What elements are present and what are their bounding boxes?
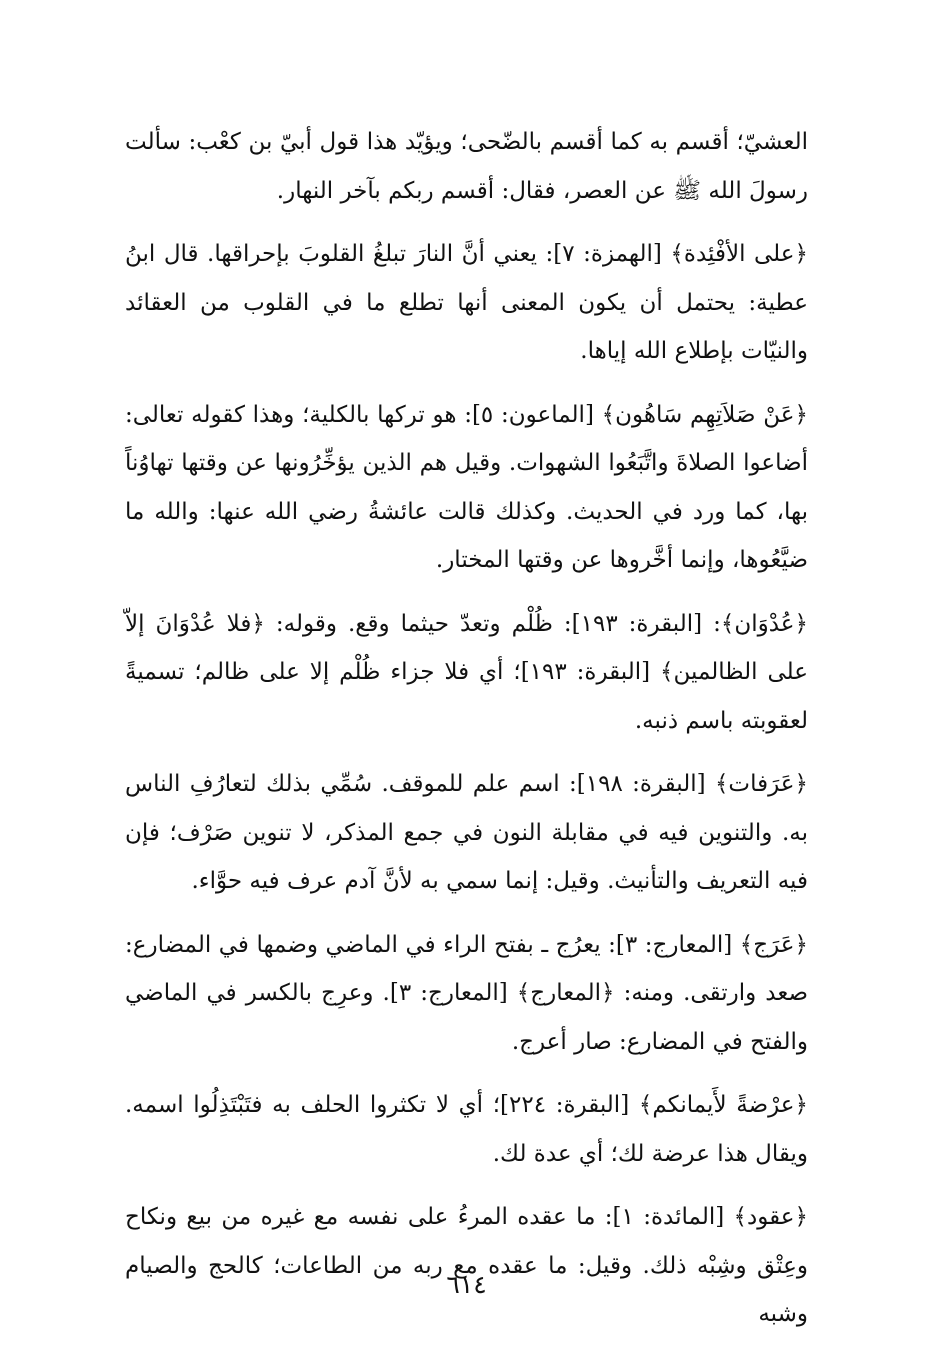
paragraph-udwan: ﴿عُدْوَان﴾: [البقرة: ١٩٣]: ظُلْم وتعدّ حيثما وقع. وقوله: ﴿فلا عُدْوَانَ إلاّ على الظالمين﴾ [البقرة: ١٩٣]؛ أي فلا جزاء ظُلْم إلا على ظالم؛ تسميةً لعقوبته باسم ذنبه. [125,610,808,734]
paragraph-urdah: ﴿عرْضةً لأَيمانكم﴾ [البقرة: ٢٢٤]؛ أي لا تكثروا الحلف به فتَبْتَذِلُوا اسمه. ويقال هذا عرضة لك؛ أي عدة لك. [125,1092,808,1167]
paragraph-araja: ﴿عَرَج﴾ [المعارج: ٣]: يعرُج ـ بفتح الراء في الماضي وضمها في المضارع: صعد وارتقى. ومنه: ﴿المعارج﴾ [المعارج: ٣]. وعرِج بالكسر في الماضي والفتح في المضارع: صار أعرج. [125,931,808,1055]
paragraph-arafat: ﴿عَرَفات﴾ [البقرة: ١٩٨]: اسم علم للموقف. سُمِّي بذلك لتعارُفِ الناس به. والتنوين فيه في مقابلة النون في جمع المذكر، لا تنوين صَرْف؛ فإن فيه التعريف والتأنيث. وقيل: إنما سمي به لأنَّ آدم عرف فيه حوَّاء. [125,771,808,894]
page-number: ٦١٤ [446,1270,487,1299]
page-body [125,118,808,1354]
paragraph-al-afida: ﴿على الأفْئِدة﴾ [الهمزة: ٧]: يعني أنَّ النارَ تبلغُ القلوبَ بإحراقها. قال ابنُ عطية: يحتمل أن يكون المعنى أنها تطلع ما في القلوب من العقائد والنيّات بإطلاع الله إياها. [125,241,808,364]
paragraph-ashiyy: العشيّ؛ أقسم به كما أقسم بالضّحى؛ ويؤيّد هذا قول أبيّ بن كعْب: سألت رسولَ الله ﷺ عن العصر، فقال: أقسم ربكم بآخر النهار. [125,129,808,204]
paragraph-sahun: ﴿عَنْ صَلاَتِهِم سَاهُون﴾ [الماعون: ٥]: هو تركها بالكلية؛ وهذا كقوله تعالى: أضاعوا الصلاةَ واتَّبَعُوا الشهوات. وقيل هم الذين يؤخِّرُونها عن وقتها تهاوُناً بها، كما ورد في الحديث. وكذلك قالت عائشةُ رضي الله عنها: والله ما ضيَّعُوها، وإنما أخَّروها عن وقتها المختار. [125,401,808,573]
paragraph-uqud: ﴿عقود﴾ [المائدة: ١]: ما عقده المرءُ على نفسه مع غيره من بيع ونكاح وعِتْق وشِبْه ذلك. وقيل: ما عقده مع ربه من الطاعات؛ كالحج والصيام وشبه [125,1204,808,1327]
